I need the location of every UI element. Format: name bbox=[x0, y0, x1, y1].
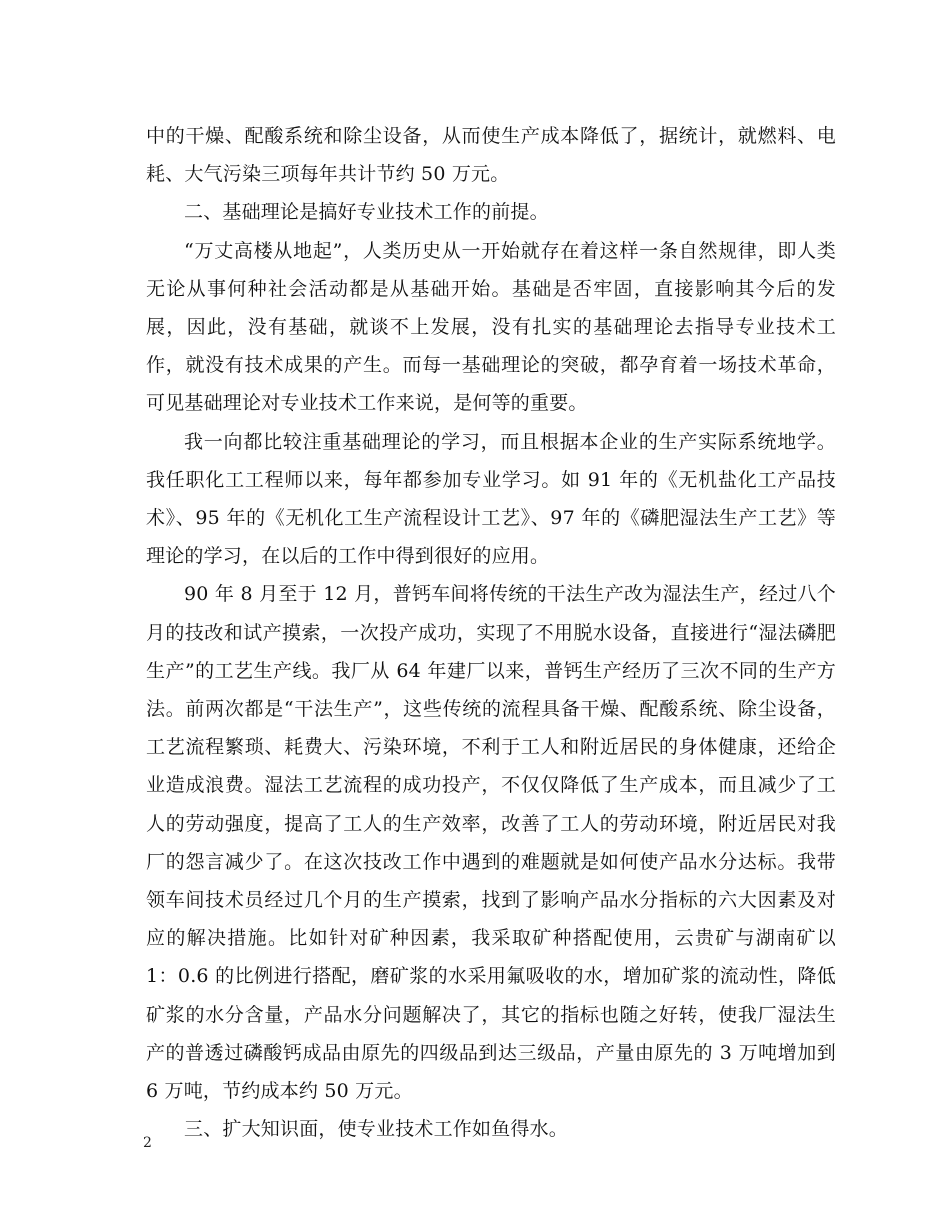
paragraph-study: 我一向都比较注重基础理论的学习，而且根据本企业的生产实际系统地学。我任职化工工程师以来，每年都参加专业学习。如 91 年的《无机盐化工产品技术》、95 年的《无机化工生产流程设计工艺》、97 年的《磷肥湿法生产工艺》等理论的学习，在以后的工作中得到很好的应用。 bbox=[146, 430, 836, 568]
body-text bbox=[146, 117, 836, 1148]
page-number: 2 bbox=[143, 1135, 152, 1151]
paragraph-wet-process: 90 年 8 月至于 12 月，普钙车间将传统的干法生产改为湿法生产，经过八个月的技改和试产摸索，一次投产成功，实现了不用脱水设备，直接进行“湿法磷肥生产”的工艺生产线。我厂从 64 年建厂以来，普钙生产经历了三次不同的生产方法。前两次都是“干法生产”，这些传统的流程具备干燥、配酸系统、除尘设备，工艺流程繁琐、耗费大、污染环境，不利于工人和附近居民的身体健康，还给企业造成浪费。湿法工艺流程的成功投产，不仅仅降低了生产成本，而且减少了工人的劳动强度，提高了工人的生产效率，改善了工人的劳动环境，附近居民对我厂的怨言减少了。在这次技改工作中遇到的难题就是如何使产品水分达标。我带领车间技术员经过几个月的生产摸索，找到了影响产品水分指标的六大因素及对应的解决措施。比如针对矿种因素，我采取矿种搭配使用，云贵矿与湖南矿以 1：0.6 的比例进行搭配，磨矿浆的水采用氟吸收的水，增加矿浆的流动性，降低矿浆的水分含量，产品水分问题解决了，其它的指标也随之好转，使我厂湿法生产的普透过磷酸钙成品由原先的四级品到达三级品，产量由原先的 3 万吨增加到 6 万吨，节约成本约 50 万元。 bbox=[146, 583, 836, 1103]
section-heading-basic-theory: 二、基础理论是搞好专业技术工作的前提。 bbox=[184, 201, 549, 224]
paragraph-continuation: 中的干燥、配酸系统和除尘设备，从而使生产成本降低了，据统计，就燃料、电耗、大气污染三项每年共计节约 50 万元。 bbox=[146, 125, 836, 186]
section-heading-knowledge: 三、扩大知识面，使专业技术工作如鱼得水。 bbox=[184, 1118, 569, 1141]
paragraph-foundation: “万丈高楼从地起”，人类历史从一开始就存在着这样一条自然规律，即人类无论从事何种社会活动都是从基础开始。基础是否牢固，直接影响其今后的发展，因此，没有基础，就谈不上发展，没有扎实的基础理论去指导专业技术工作，就没有技术成果的产生。而每一基础理论的突破，都孕育着一场技术革命，可见基础理论对专业技术工作来说，是何等的重要。 bbox=[146, 239, 836, 415]
